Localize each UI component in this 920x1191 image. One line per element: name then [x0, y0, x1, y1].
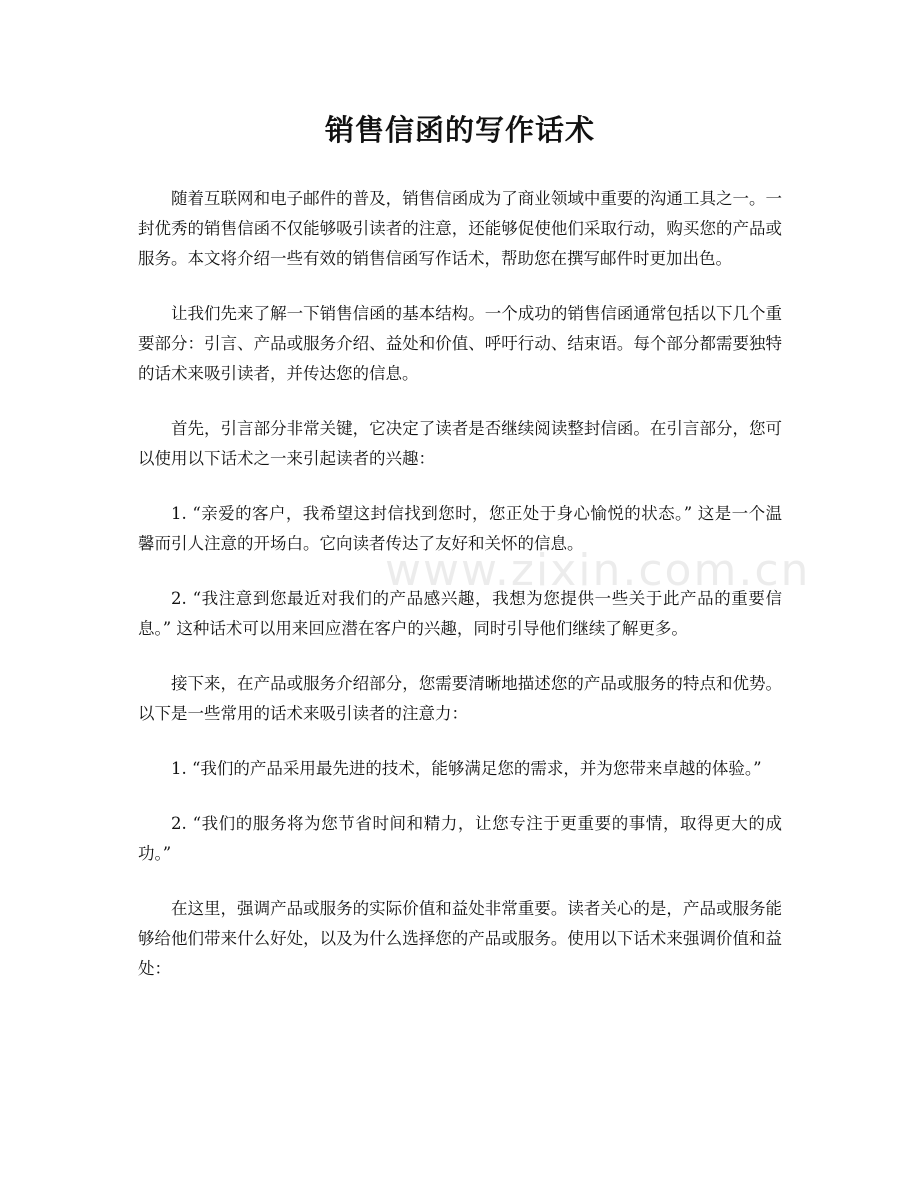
paragraph-opening: 首先，引言部分非常关键，它决定了读者是否继续阅读整封信函。在引言部分，您可以使用以下话术之一来引起读者的兴趣：	[138, 419, 782, 468]
paragraph-intro: 随着互联网和电子邮件的普及，销售信函成为了商业领域中重要的沟通工具之一。一封优秀的销售信函不仅能够吸引读者的注意，还能够促使他们采取行动，购买您的产品或服务。本文将介绍一些有效的销售信函写作话术，帮助您在撰写邮件时更加出色。	[138, 189, 782, 268]
paragraph-product-intro: 接下来，在产品或服务介绍部分，您需要清晰地描述您的产品或服务的特点和优势。以下是一些常用的话术来吸引读者的注意力：	[138, 674, 782, 723]
paragraph-structure: 让我们先来了解一下销售信函的基本结构。一个成功的销售信函通常包括以下几个重要部分：引言、产品或服务介绍、益处和价值、呼吁行动、结束语。每个部分都需要独特的话术来吸引读者，并传达您的信息。	[138, 304, 782, 383]
document-title: 销售信函的写作话术	[324, 113, 595, 147]
paragraph-opening-example-1: 1. “亲爱的客户，我希望这封信找到您时，您正处于身心愉悦的状态。” 这是一个温馨而引人注意的开场白。它向读者传达了友好和关怀的信息。	[138, 504, 782, 553]
watermark: www.zixin.com.cn	[385, 545, 811, 596]
paragraph-product-example-1: 1. “我们的产品采用最先进的技术，能够满足您的需求，并为您带来卓越的体验。”	[171, 759, 762, 778]
paragraph-opening-example-2: 2. “我注意到您最近对我们的产品感兴趣，我想为您提供一些关于此产品的重要信息。” 这种话术可以用来回应潜在客户的兴趣，同时引导他们继续了解更多。	[138, 589, 782, 638]
document-body	[138, 184, 782, 1009]
paragraph-product-example-2: 2. “我们的服务将为您节省时间和精力，让您专注于更重要的事情，取得更大的成功。”	[138, 814, 782, 863]
paragraph-value: 在这里，强调产品或服务的实际价值和益处非常重要。读者关心的是，产品或服务能够给他们带来什么好处，以及为什么选择您的产品或服务。使用以下话术来强调价值和益处：	[138, 899, 782, 978]
